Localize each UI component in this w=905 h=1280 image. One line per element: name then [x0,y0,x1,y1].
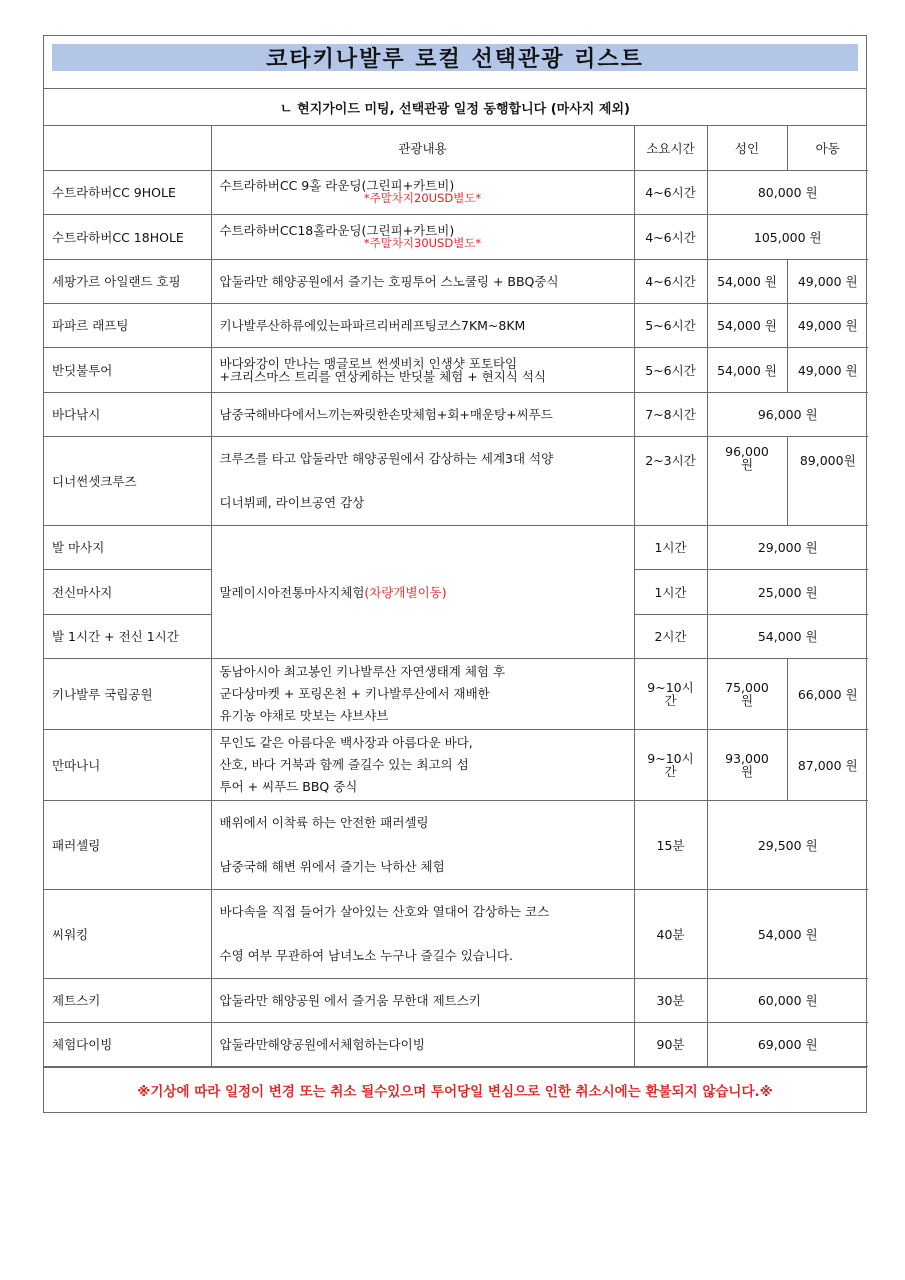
tour-price: 80,000 원 [707,170,868,214]
tour-name: 제트스키 [44,978,211,1022]
adult-price: 54,000 원 [707,347,787,392]
adult-price-amount: 93,000 [725,750,769,766]
tour-desc-line: +크리스마스 트리를 연상케하는 반딧불 체험 + 현지식 석식 [219,368,546,384]
child-price: 49,000 원 [787,303,868,347]
massage-transport-note: (차량개별이동) [364,584,447,600]
tour-duration: 4~6시간 [634,214,707,259]
tour-price: 25,000 원 [707,569,868,614]
tour-duration: 5~6시간 [634,347,707,392]
tour-desc-line: 배위에서 이착륙 하는 안전한 패러셀링 [219,814,429,830]
tour-price: 29,500 원 [707,800,868,889]
tour-price: 105,000 원 [707,214,868,259]
page-title: 코타키나발루 로컬 선택관광 리스트 [52,44,858,71]
header-empty [44,126,211,170]
adult-price: 54,000 원 [707,259,787,303]
table-row [44,347,868,392]
tour-duration: 4~6시간 [634,259,707,303]
table-row [44,170,868,214]
table-row [44,1022,868,1066]
tour-price: 54,000 원 [707,889,868,978]
adult-price: 54,000 원 [707,303,787,347]
tour-table [44,126,868,1067]
tour-name: 파파르 래프팅 [44,303,211,347]
tour-desc: 압둘라만 해양공원 에서 즐거움 무한대 제트스키 [211,978,634,1022]
tour-desc-line: 투어 + 씨푸드 BBQ 중식 [219,778,358,794]
tour-duration: 4~6시간 [634,170,707,214]
title-row [44,36,866,89]
tour-desc: 키나발루산하류에있는파파르리버레프팅코스7KM~8KM [211,303,634,347]
tour-desc-line: 수영 여부 무관하여 남녀노소 누구나 즐길수 있습니다. [219,947,513,963]
table-row [44,303,868,347]
tour-duration [634,729,707,800]
massage-desc-text: 말레이시아전통마사지체험 [219,584,365,600]
tour-desc [211,347,634,392]
table-row [44,259,868,303]
weekend-surcharge-note: *주말차지20USD별도* [363,191,482,205]
table-header-row [44,126,868,170]
tour-duration: 2시간 [634,614,707,658]
refund-policy-notice: ※기상에 따라 일정이 변경 또는 취소 될수있으며 투어당일 변심으로 인한 취소시에는 환불되지 않습니다.※ [44,1067,866,1112]
tour-desc [211,800,634,889]
child-price: 49,000 원 [787,347,868,392]
adult-price [707,729,787,800]
tour-name: 발 1시간 + 전신 1시간 [44,614,211,658]
tour-price: 29,000 원 [707,525,868,569]
tour-desc [211,436,634,525]
tour-name: 발 마사지 [44,525,211,569]
adult-price-unit: 원 [740,763,754,779]
tour-price: 69,000 원 [707,1022,868,1066]
tour-name: 디너썬셋크루즈 [44,436,211,525]
table-row [44,978,868,1022]
tour-desc: 압둘라만해양공원에서체험하는다이빙 [211,1022,634,1066]
table-row [44,392,868,436]
tour-desc-line: 산호, 바다 거북과 함께 즐길수 있는 최고의 섬 [219,756,469,772]
child-price: 87,000 원 [787,729,868,800]
tour-duration: 30분 [634,978,707,1022]
guide-notice: ㄴ 현지가이드 미팅, 선택관광 일정 동행합니다 (마사지 제외) [44,89,866,126]
tour-name: 수트라하버CC 9HOLE [44,170,211,214]
tour-desc-line: 군다상마켓 + 포링온천 + 키나발루산에서 재배한 [219,685,490,701]
tour-desc-line: 바다와강이 만나는 맹글로브 썬셋비치 인생샷 포토타임 [219,355,518,371]
header-child: 아동 [787,126,868,170]
tour-duration: 40분 [634,889,707,978]
tour-duration: 15분 [634,800,707,889]
table-row [44,525,868,569]
tour-duration: 5~6시간 [634,303,707,347]
tour-desc-line: 남중국해 해변 위에서 즐기는 낙하산 체험 [219,858,445,874]
tour-duration: 2~3시간 [634,436,707,525]
tour-desc [211,214,634,259]
tour-price: 60,000 원 [707,978,868,1022]
duration-part: 간 [664,692,677,708]
tour-name: 패러셀링 [44,800,211,889]
adult-price-unit: 원 [740,456,754,472]
tour-duration: 90분 [634,1022,707,1066]
tour-desc [211,658,634,729]
massage-desc [211,525,634,658]
table-row [44,436,868,525]
tour-desc-line: 수트라하버CC 9홀 라운딩(그린피+카트비) [219,178,455,193]
tour-duration: 1시간 [634,569,707,614]
adult-price-amount: 96,000 [725,443,769,459]
tour-desc [211,170,634,214]
adult-price [707,436,787,525]
table-row [44,889,868,978]
tour-name: 키나발루 국립공원 [44,658,211,729]
table-row [44,658,868,729]
header-adult: 성인 [707,126,787,170]
tour-name: 세팡가르 아일랜드 호핑 [44,259,211,303]
duration-part: 간 [664,763,677,779]
adult-price [707,658,787,729]
tour-name: 바다낚시 [44,392,211,436]
tour-desc-line: 디너뷔페, 라이브공연 감상 [219,494,365,510]
tour-duration: 7~8시간 [634,392,707,436]
tour-duration: 1시간 [634,525,707,569]
child-price: 66,000 원 [787,658,868,729]
header-content: 관광내용 [211,126,634,170]
tour-desc-line: 수트라하버CC18홀라운딩(그린피+카트비) [219,222,455,238]
tour-name: 전신마사지 [44,569,211,614]
header-duration: 소요시간 [634,126,707,170]
tour-desc-line: 바다속을 직접 들어가 살아있는 산호와 열대어 감상하는 코스 [219,903,550,919]
tour-desc [211,889,634,978]
duration-part: 9~10시 [647,750,694,766]
tour-price: 96,000 원 [707,392,868,436]
tour-price: 54,000 원 [707,614,868,658]
tour-name: 만따나니 [44,729,211,800]
tour-desc: 남중국해바다에서느끼는짜릿한손맛체험+회+매운탕+씨푸드 [211,392,634,436]
table-row [44,214,868,259]
tour-desc [211,729,634,800]
table-row [44,800,868,889]
duration-part: 9~10시 [647,679,694,695]
table-row [44,729,868,800]
tour-name: 반딧불투어 [44,347,211,392]
tour-desc-line: 유기농 야채로 맛보는 샤브샤브 [219,707,389,723]
weekend-surcharge-note: *주말차지30USD별도* [363,235,482,250]
child-price: 49,000 원 [787,259,868,303]
tour-desc-line: 크루즈를 타고 압둘라만 해양공원에서 감상하는 세계3대 석양 [219,450,554,466]
adult-price-amount: 75,000 [725,679,769,695]
tour-name: 씨워킹 [44,889,211,978]
child-price: 89,000원 [787,436,868,525]
tour-desc-line: 동남아시아 최고봉인 키나발루산 자연생태계 체험 후 [219,663,506,679]
tour-name: 수트라하버CC 18HOLE [44,214,211,259]
tour-duration [634,658,707,729]
tour-list-sheet [43,35,867,1113]
adult-price-unit: 원 [740,692,754,708]
tour-desc-line: 무인도 같은 아름다운 백사장과 아름다운 바다, [219,734,473,750]
tour-name: 체험다이빙 [44,1022,211,1066]
tour-desc: 압둘라만 해양공원에서 즐기는 호핑투어 스노쿨링 + BBQ중식 [211,259,634,303]
